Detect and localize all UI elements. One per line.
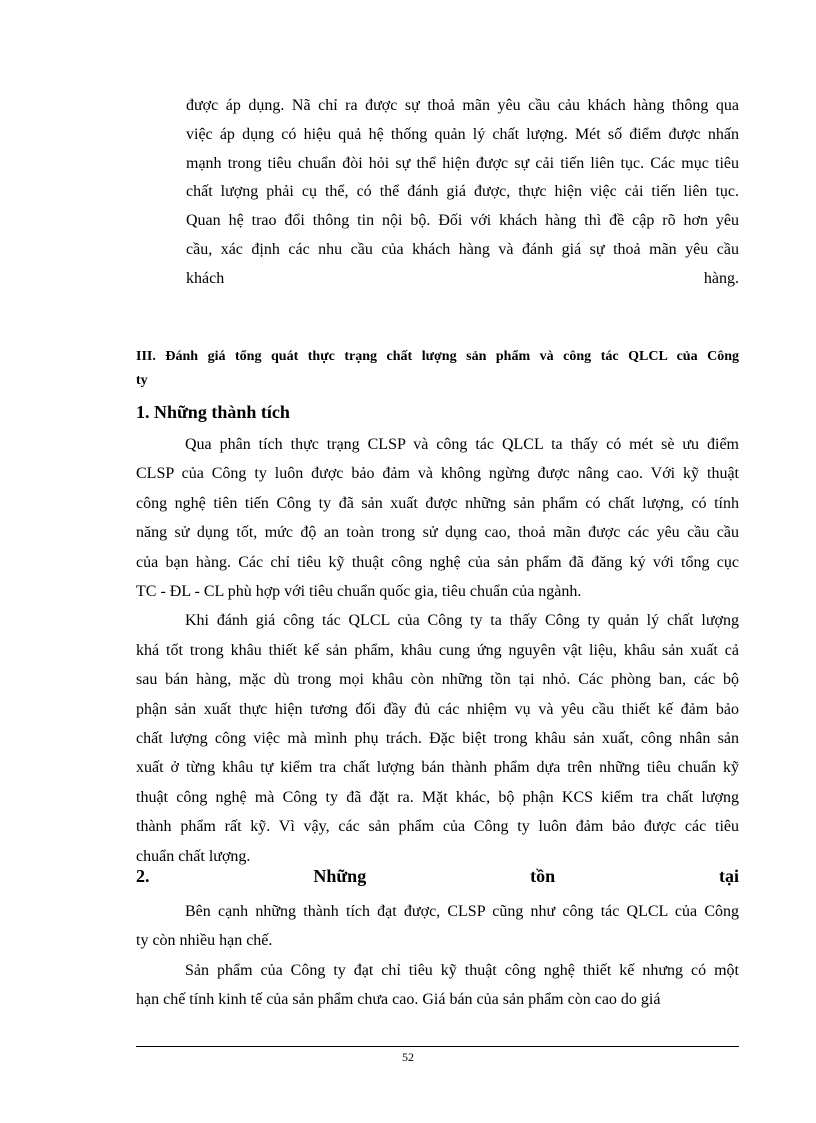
paragraph-line: Sản phẩm của Công ty đạt chỉ tiêu kỹ thuật công nghệ thiết kế nhưng có một [185,961,739,979]
heading-achievements: 1. Những thành tích [136,402,290,422]
section-iii-title [136,345,739,393]
paragraph-line: thuật công nghệ mà Công ty đã đặt ra. Mặt khác, bộ phận KCS kiểm tra chất lượng [136,788,739,806]
paragraph-line: của bạn hàng. Các chỉ tiêu kỹ thuật công nghệ của sản phẩm đã đăng ký với tổng cục [136,553,739,571]
paragraph-line: năng sử dụng tốt, mức độ an toàn trong sử dụng cao, thoả mãn được các yêu cầu cầu [136,524,739,542]
paragraph-line: TC - ĐL - CL phù hợp với tiêu chuẩn quốc gia, tiêu chuẩn của ngành. [136,583,582,601]
paragraph-line: thành phẩm rất kỹ. Vì vậy, các sản phẩm của Công ty luôn đảm bảo được các tiêu [136,818,739,836]
paragraph-line: được áp dụng. Nã chỉ ra được sự thoả mãn yêu cầu cảu khách hàng thông qua [186,97,739,114]
paragraph-line: Bên cạnh những thành tích đạt được, CLSP cũng như công tác QLCL của Công [185,903,739,920]
footer-divider [136,1046,739,1047]
paragraph-last-line [186,265,739,294]
achievements-body [136,430,739,871]
paragraph-line: sau bán hàng, mặc dù trong mọi khâu còn những tồn tại nhỏ. Các phòng ban, các bộ [136,671,739,689]
paragraph-line: khá tốt trong khâu thiết kế sản phẩm, khâu cung ứng nguyên vật liệu, khâu sản xuất cả [136,641,739,659]
paragraph-line: Khi đánh giá công tác QLCL của Công ty ta thấy Công ty quản lý chất lượng [185,612,739,630]
heading-word: tồn [530,866,556,886]
section-title-line: ty [136,373,148,388]
page-number: 52 [402,1050,414,1064]
paragraph-line: công nghệ tiên tiến Công ty đã sản xuất được những sản phẩm có chất lượng, có tính [136,494,739,512]
paragraph-line: ty còn nhiều hạn chế. [136,932,273,950]
paragraph-line: Qua phân tích thực trạng CLSP và công tác QLCL ta thấy có mét sè ưu điểm [185,436,739,453]
paragraph-line: Quan hệ trao đổi thông tin nội bộ. Đối với khách hàng thì đề cập rõ hơn yêu [186,212,739,230]
heading-word: 2. [136,866,150,886]
intro-paragraph [186,92,739,294]
paragraph-line: CLSP của Công ty luôn được bảo đảm và không ngừng được nâng cao. Với kỹ thuật [136,465,739,483]
paragraph-line: xuất ở từng khâu tự kiểm tra chất lượng bán thành phẩm dựa trên những tiêu chuẩn kỹ [136,759,739,777]
paragraph-line: chất lượng công việc mà mình phụ trách. Đặc biệt trong khâu sản xuất, công nhân sản [136,730,739,748]
heading-word: Những [313,866,367,886]
shortcomings-body [136,897,739,1015]
heading-word: tại [718,866,739,886]
word: hàng. [703,269,739,287]
paragraph-line: cầu, xác định các nhu cầu của khách hàng và đánh giá sự thoả mãn yêu cầu [186,240,739,258]
paragraph-line: việc áp dụng có hiệu quả hệ thống quản lý chất lượng. Mét số điểm được nhấn [186,125,739,143]
section-title-line: III. Đánh giá tổng quát thực trạng chất lượng sản phẩm và công tác QLCL của Công [136,349,739,364]
paragraph-line: phận sản xuất thực hiện tương đối đầy đủ các nhiệm vụ và yêu cầu thiết kế đảm bảo [136,700,739,718]
paragraph-line: hạn chế tính kinh tế của sản phẩm chưa cao. Giá bán của sản phẩm còn cao do giá [136,991,661,1009]
paragraph-line: chất lượng phải cụ thể, có thể đánh giá được, thực hiện việc cải tiến liên tục. [186,183,739,201]
word: khách [186,269,225,287]
paragraph-line: mạnh trong tiêu chuẩn đòi hỏi sự thể hiện được sự cải tiến liên tục. Các mục tiêu [186,154,739,172]
paragraph-line: chuẩn chất lượng. [136,847,251,865]
heading-shortcomings [136,866,739,887]
